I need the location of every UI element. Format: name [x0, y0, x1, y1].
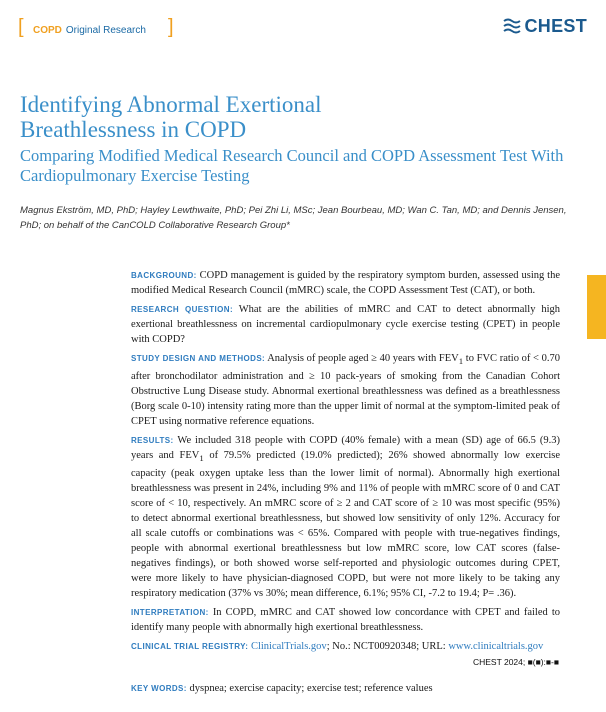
keywords	[131, 683, 560, 694]
abstract-results	[131, 433, 560, 601]
section-label: COPD	[33, 25, 62, 36]
keywords-text: dyspnea; exercise capacity; exercise test; reference values	[189, 683, 433, 694]
interpretation-text: In COPD, mMRC and CAT showed low concordance with CPET and failed to identify many people with abnormally high exertional breathlessness.	[131, 607, 561, 634]
methods-text-a: Analysis of people aged ≥ 40 years with FEV	[267, 353, 459, 364]
bracket-close: ]	[168, 16, 174, 38]
abstract-methods	[131, 351, 560, 429]
bracket-open: [	[18, 16, 24, 38]
abstract-interpretation	[131, 605, 560, 635]
question-text: What are the abilities of mMRC and CAT to detect abnormally high exertional breathlessness on incremental cardiopulmonary cycle exercise testing (CPET) in people with COPD?	[131, 304, 561, 345]
interpretation-label: INTERPRETATION:	[131, 608, 209, 618]
journal-logo	[503, 14, 587, 38]
article-type-label: Original Research	[65, 25, 146, 36]
author-list: Magnus Ekström, MD, PhD; Hayley Lewthwaite, PhD; Pei Zhi Li, MSc; Jean Bourbeau, MD; Wan C. Tan, MD; and Dennis Jensen, PhD; on behalf of the CanCOLD Collaborative Research Group*	[20, 205, 567, 231]
methods-subscript: 1	[458, 356, 464, 367]
registry-label: CLINICAL TRIAL REGISTRY:	[131, 642, 249, 652]
question-label: RESEARCH QUESTION:	[131, 305, 234, 314]
chest-waves-icon	[503, 17, 521, 35]
results-label: RESULTS:	[131, 436, 174, 446]
abstract-registry	[131, 639, 560, 654]
results-subscript: 1	[199, 453, 204, 464]
abstract	[131, 268, 560, 658]
side-tab-marker	[587, 275, 606, 339]
registry-number: ; No.: NCT00920348; URL:	[326, 641, 446, 653]
article-title: Identifying Abnormal Exertional Breathlessness in COPD	[20, 92, 322, 142]
registry-name-link[interactable]: ClinicalTrials.gov	[250, 641, 327, 653]
journal-logo-text: CHEST	[524, 15, 587, 36]
registry-url-link[interactable]: www.clinicaltrials.gov	[448, 641, 544, 653]
methods-text-b: to FVC ratio of < 0.70 after bronchodilator administration and ≥ 10 pack-years of smoking from the Canadian Cohort Obstructive Lung Disease study. Abnormal exertional breathlessness was defined as a breathlessness (Borg scale 0-10) intensity rating more than the upper limit of normal at the symptom-limited peak of CPET using normative reference equations.	[131, 353, 560, 428]
article-subtitle: Comparing Modified Medical Research Council and COPD Assessment Test With Cardiopulmonary Exercise Testing	[20, 146, 564, 185]
methods-label: STUDY DESIGN AND METHODS:	[131, 354, 266, 363]
journal-citation: CHEST 2024; ■(■):■-■	[472, 657, 559, 667]
abstract-question	[131, 302, 560, 347]
results-text-b: of 79.5% predicted (19.0% predicted); 26% showed abnormally low exercise capacity (peak oxygen uptake less than the lower limit of normal). Abnormally high exertional breathlessness was present in 24%, including 9% and 11% of people with mMRC score of 0 and CAT score of < 10, respectively. An mMRC score of ≥ 2 and CAT score of ≥ 10 was most specific (95%) to detect abnormal exertional breathlessness, but showed low sensitivity of only 12%. Accuracy for all scale cutoffs or combinations was < 65%. Compared with people with true-negatives findings, people with abnormal exertional breathlessness but low mMRC score, low CAT scores (false-negatives findings), or both showed worse self-reported and physiologic outcomes during CPET, were more likely to have physician-diagnosed COPD, but were not more likely to be taking any respiratory medication (37% vs 30%; mean difference, 6.1%; 95% CI, -7.2 to 19.4; P= .36).	[131, 450, 560, 600]
results-text-a: We included 318 people with COPD (40% female) with a mean (SD) age of 66.5 (9.3) years and FEV	[131, 435, 560, 462]
background-text: COPD management is guided by the respiratory symptom burden, assessed using the modified Medical Research Council (mMRC) scale, the COPD Assessment Test (CAT), or both.	[131, 270, 560, 296]
background-label: BACKGROUND:	[131, 271, 197, 280]
abstract-background	[131, 268, 560, 298]
keywords-label: KEY WORDS:	[131, 684, 187, 693]
